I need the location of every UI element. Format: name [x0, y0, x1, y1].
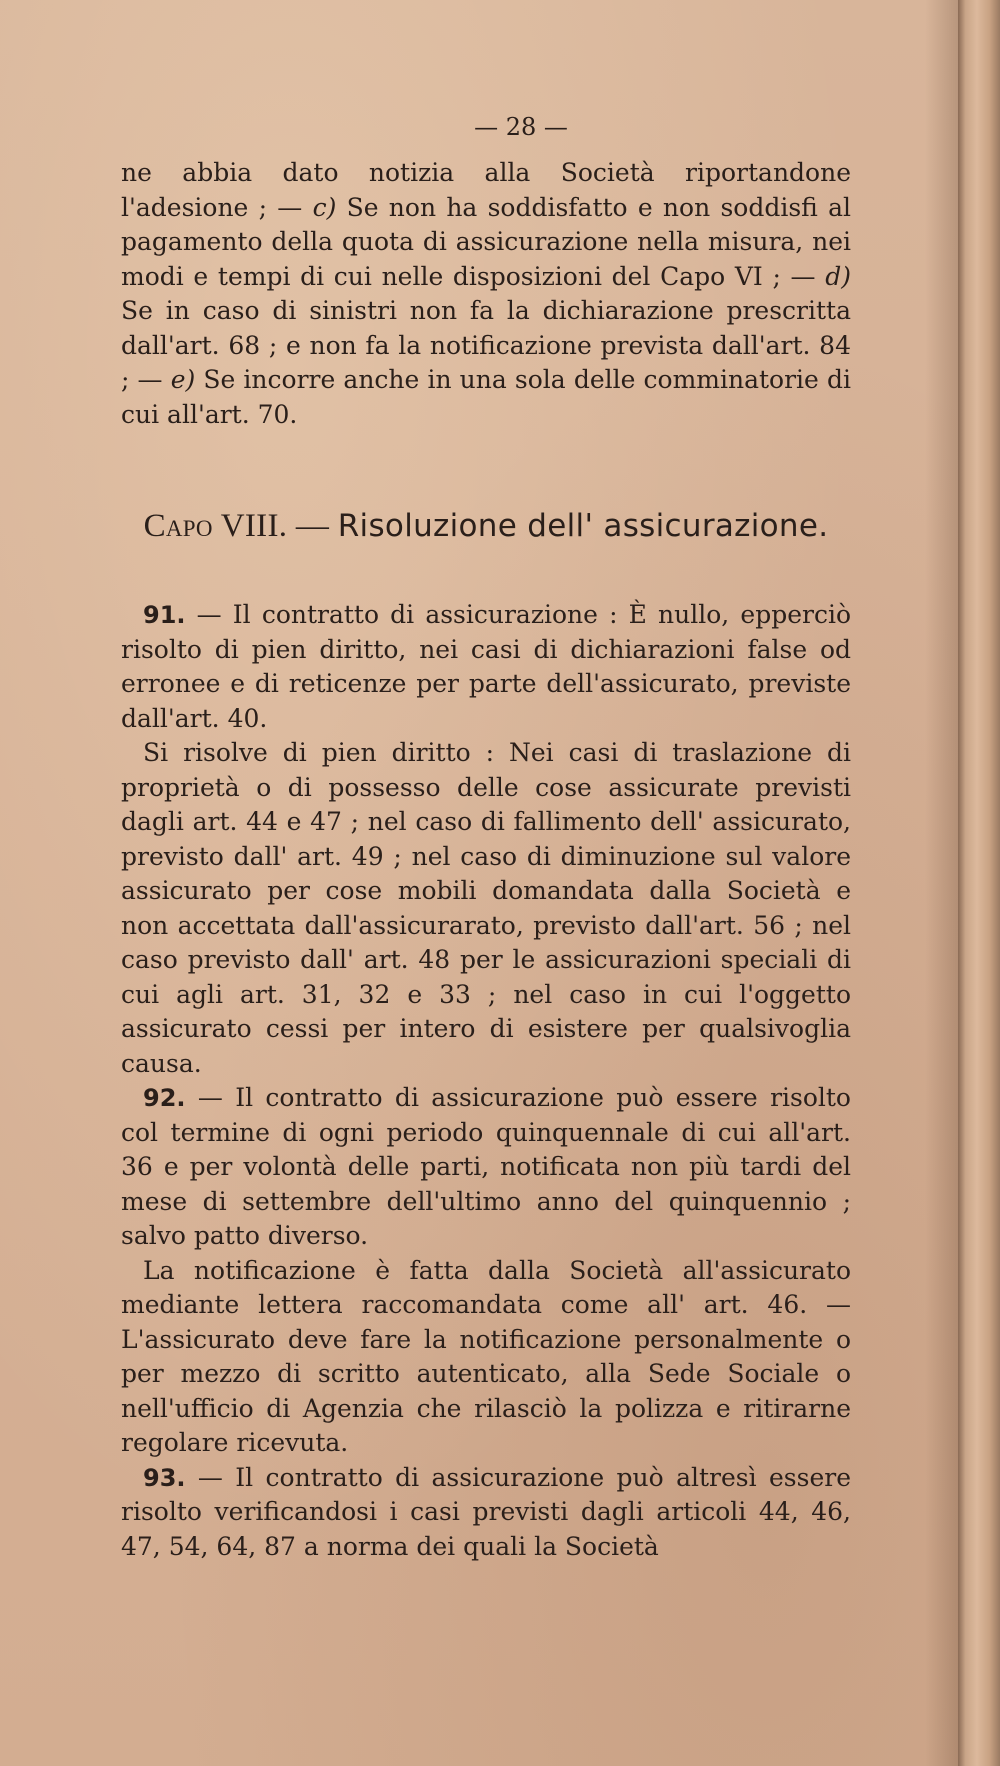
article-92-paragraph-1	[121, 1081, 851, 1254]
article-text: — Il contratto di assicurazione può altresì essere risolto verificandosi i casi previsti dagli articoli 44, 46, 47, 54, 64, 87 a norma dei quali la Società	[121, 1462, 851, 1561]
intro-text-3: Se in caso di sinistri non fa la dichiarazione prescritta dall'art. 68 ; e non fa la notificazione prevista dall'art. 84 ; —	[121, 296, 851, 394]
page-edge	[958, 0, 1000, 1766]
article-number: 91.	[143, 601, 186, 629]
article-text: — Il contratto di assicurazione : È nullo, epperciò risolto di pien diritto, nei casi di dichiarazioni false od erronee e di reticenze per parte dell'assicurato, previste dall'art. 40.	[121, 600, 851, 733]
article-91-paragraph-1	[121, 598, 851, 736]
article-number: 93.	[143, 1463, 186, 1492]
chapter-heading	[121, 506, 851, 546]
chapter-title: Risoluzione dell' assicurazione.	[337, 508, 829, 544]
intro-paragraph	[121, 156, 851, 432]
article-91-paragraph-2: Si risolve di pien diritto : Nei casi di traslazione di proprietà o di possesso delle cose assicurate previsti dagli art. 44 e 47 ; nel caso di fallimento dell' assicurato, previsto dall' art. 49 ; nel caso di diminuzione sul valore assicurato per cose mobili domandata dalla Società e non accettata dall'assicurarato, previsto dall'art. 56 ; nel caso previsto dall' art. 48 per le assicurazioni speciali di cui agli art. 31, 32 e 33 ; nel caso in cui l'oggetto assicurato cessi per intero di esistere per qualsivoglia causa.	[121, 738, 851, 1078]
chapter-dash: —	[287, 508, 338, 544]
article-number: 92.	[143, 1084, 186, 1112]
article-93-paragraph-1	[121, 1461, 851, 1565]
item-d-label: d)	[825, 261, 851, 291]
intro-text-1: ne abbia dato notizia alla Società riportandone l'adesione ; —	[121, 158, 851, 222]
intro-text-2: Se non ha soddisfatto e non soddisfi al pagamento della quota di assicurazione nella misura, nei modi e tempi di cui nelle disposizioni del Capo VI ; —	[121, 192, 852, 291]
page-text	[121, 110, 851, 1564]
item-c-label: c)	[312, 192, 337, 222]
page-number: — 28 —	[474, 113, 568, 141]
gutter-shadow	[925, 0, 958, 1766]
intro-text-4: Se incorre anche in una sola delle comminatorie di cui all'art. 70.	[121, 365, 851, 429]
chapter-label: Capo VIII.	[143, 508, 288, 544]
article-text: — Il contratto di assicurazione può essere risolto col termine di ogni periodo quinquennale di cui all'art. 36 e per volontà delle parti, notificata non più tardi del mese di settembre dell'ultimo anno del quinquennio ; salvo patto diverso.	[121, 1083, 851, 1250]
article-92-paragraph-2: La notificazione è fatta dalla Società all'assicurato mediante lettera raccomandata come all' art. 46. — L'assicurato deve fare la notificazione personalmente o per mezzo di scritto autenticato, alla Sede Sociale o nell'ufficio di Agenzia che rilasciò la polizza e ritirarne regolare ricevuta.	[121, 1255, 851, 1457]
item-e-label: e)	[170, 365, 196, 394]
